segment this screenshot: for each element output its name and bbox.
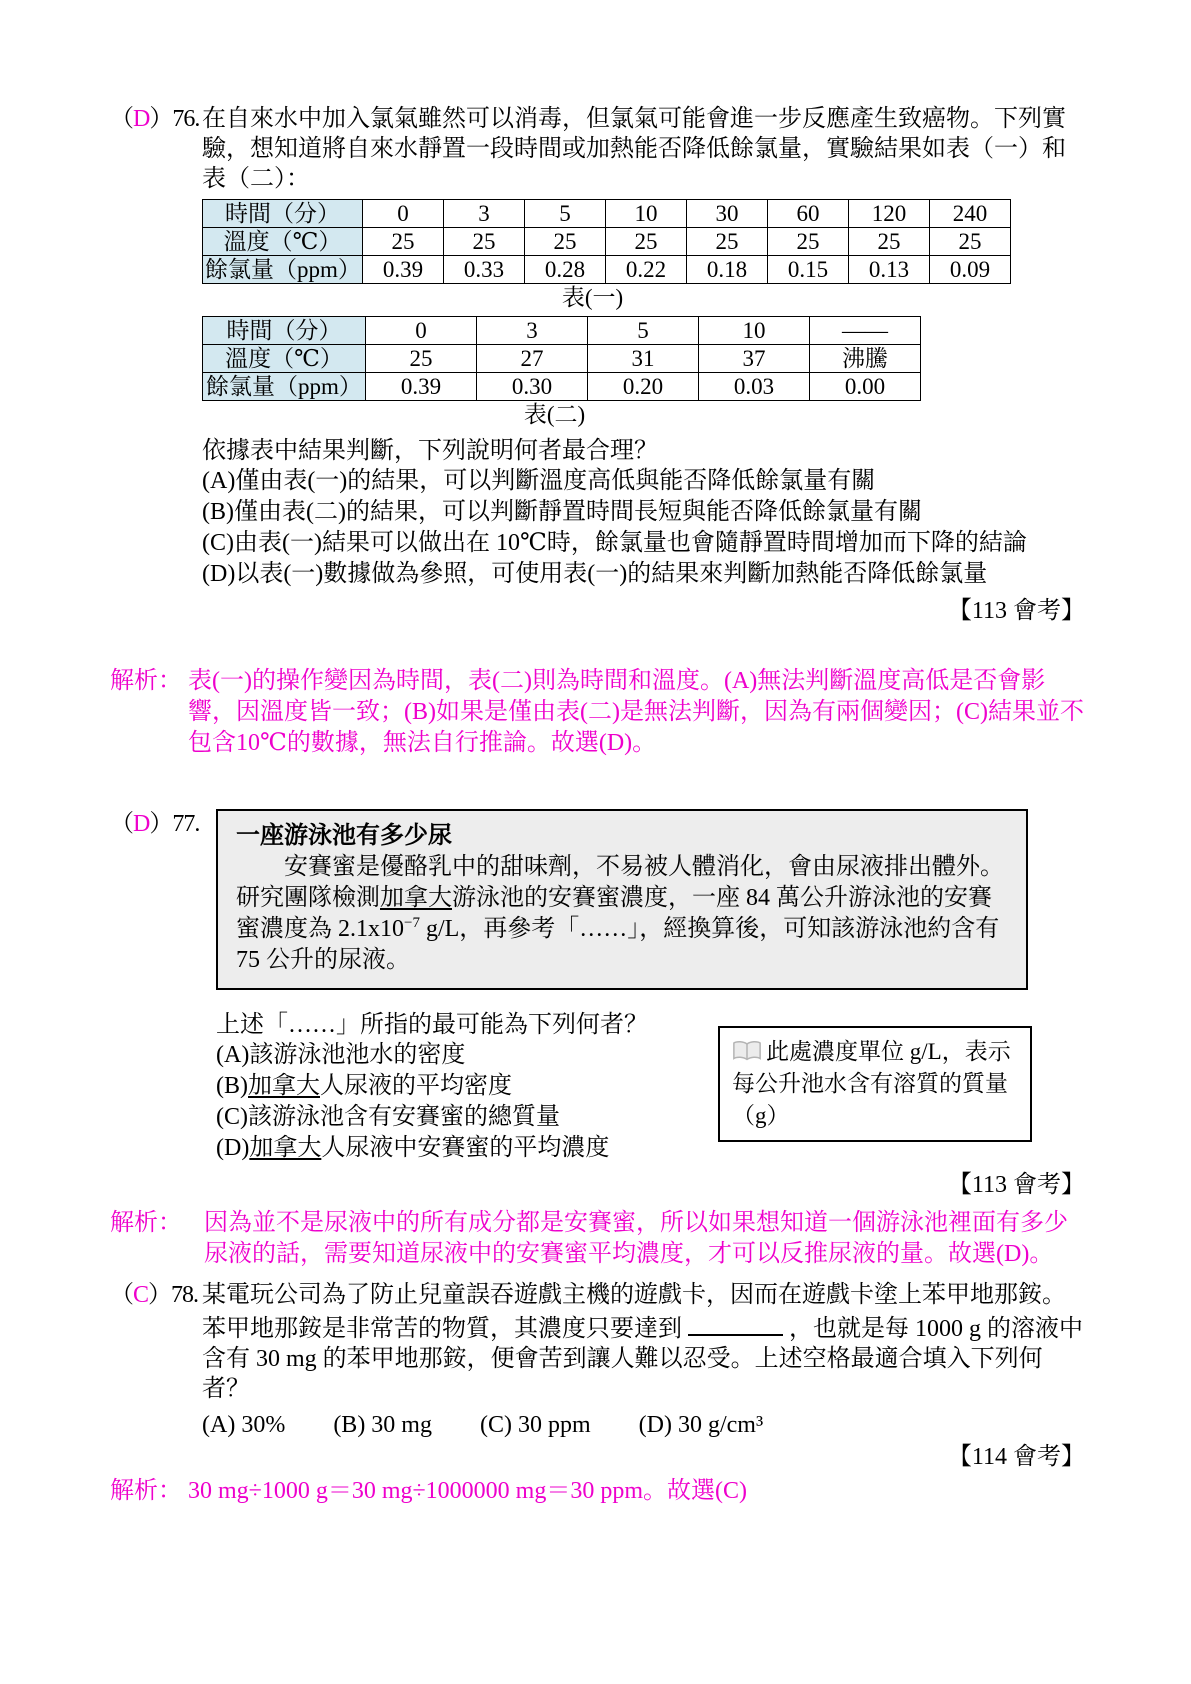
table-row: 時間（分） 0 3 5 10 30 60 120 240 [203,200,1011,228]
stem-line: 在自來水中加入氯氣雖然可以消毒，但氯氣可能會進一步反應產生致癌物。下列實 [202,106,1066,132]
option-76-d: (D)以表(一)數據做為參照，可使用表(一)的結果來判斷加熱能否降低餘氯量 [202,561,988,587]
reading-box-title: 一座游泳池有多少尿 [236,823,452,849]
option-78-d: (D) 30 g/cm³ [638,1412,764,1438]
answer-label-77: （D）77. [110,811,200,837]
table-caption-1: 表(一) [561,285,624,310]
question-text-76: 依據表中結果判斷，下列說明何者最合理？ [202,438,658,464]
option-77-a: (A)該游泳池池水的密度 [216,1042,466,1068]
reading-box-body: 安賽蜜是優酪乳中的甜味劑，不易被人體消化，會由尿液排出體外。研究團隊檢測加拿大游泳池的安賽蜜濃度，一座 84 萬公升游泳池的安賽蜜濃度為 $2.1x10^{-7}$ g/L，再參考「……」，經換算後，可知該游泳池約含有 75 公升的尿液。 [236,854,1004,973]
stem-line: 驗，想知道將自來水靜置一段時間或加熱能否降低餘氯量，實驗結果如表（一）和 [202,136,1066,162]
analysis-label: 解析： [110,1210,182,1236]
data-table-2 [202,316,921,401]
blank-field [688,1310,783,1336]
option-78-a: (A) 30% [202,1412,286,1438]
table-caption-2: 表(二) [523,402,586,427]
option-77-d: (D)加拿大人尿液中安賽蜜的平均濃度 [216,1135,610,1161]
table-row: 餘氯量（ppm） 0.39 0.33 0.28 0.22 0.18 0.15 0.13 0.09 [203,256,1011,284]
table-row: 時間（分） 0 3 5 10 —— [203,317,921,345]
analysis-78 [110,1476,1091,1507]
option-76-b: (B)僅由表(二)的結果，可以判斷靜置時間長短與能否降低餘氯量有關 [202,499,922,525]
option-77-b: (B)加拿大人尿液的平均密度 [216,1073,512,1099]
table-row: 餘氯量（ppm） 0.39 0.30 0.20 0.03 0.00 [203,373,921,401]
stem-line: 者？ [202,1376,250,1402]
option-77-c: (C)該游泳池含有安賽蜜的總質量 [216,1104,560,1130]
option-78-c: (C) 30 ppm [479,1412,591,1438]
question-77 [110,809,1091,1200]
table-row: 溫度（℃） 25 27 31 37 沸騰 [203,345,921,373]
stem-line: 某電玩公司為了防止兒童誤吞遊戲主機的遊戲卡，因而在遊戲卡塗上苯甲地那銨。 [202,1282,1066,1308]
analysis-text: 表(一)的操作變因為時間，表(二)則為時間和溫度。(A)無法判斷溫度高低是否會影響，因溫度皆一致；(B)如果是僅由表(二)是無法判斷，因為有兩個變因；(C)結果並不包含10℃的數據，無法自行推論。故選(D)。 [188,668,1084,756]
option-78-b: (B) 30 mg [333,1412,432,1438]
table-row: 溫度（℃） 25 25 25 25 25 25 25 25 [203,228,1011,256]
stem-line: 苯甲地那銨是非常苦的物質，其濃度只要達到 ，也就是每 1000 g 的溶液中 [202,1310,1091,1344]
analysis-label: 解析： [110,668,182,694]
answer-label-76: （D）76. [110,106,200,132]
stem-line: 表（二）： [202,166,310,192]
data-table-1 [202,199,1011,284]
options-row-78 [202,1410,1091,1440]
answer-label-78: （C）78. [110,1282,199,1308]
source-tag-76: 【113 會考】 [947,598,1085,624]
stem-line: 含有 30 mg 的苯甲地那銨，便會苦到讓人難以忍受。上述空格最適合填入下列何 [202,1346,1043,1372]
question-76 [110,104,1091,626]
source-tag-77: 【113 會考】 [947,1172,1085,1198]
question-78 [110,1280,1091,1472]
note-text: 此處濃度單位 g/L，表示每公升池水含有溶質的質量（g） [732,1039,1011,1128]
note-box [718,1026,1032,1142]
source-tag-78: 【114 會考】 [947,1444,1085,1470]
option-76-a: (A)僅由表(一)的結果，可以判斷溫度高低與能否降低餘氯量有關 [202,468,876,494]
analysis-77 [110,1208,1091,1270]
book-icon [732,1039,762,1063]
option-76-c: (C)由表(一)結果可以做出在 10℃時，餘氯量也會隨靜置時間增加而下降的結論 [202,530,1027,556]
analysis-label: 解析： [110,1478,182,1504]
analysis-76 [110,666,1091,759]
reading-box [216,809,1028,990]
question-text-77: 上述「……」所指的最可能為下列何者？ [216,1012,648,1038]
analysis-text: 30 mg÷1000 g＝30 mg÷1000000 mg＝30 ppm。故選(C) [188,1478,748,1504]
analysis-text: 因為並不是尿液中的所有成分都是安賽蜜，所以如果想知道一個游泳池裡面有多少尿液的話，需要知道尿液中的安賽蜜平均濃度，才可以反推尿液的量。故選(D)。 [204,1210,1068,1267]
